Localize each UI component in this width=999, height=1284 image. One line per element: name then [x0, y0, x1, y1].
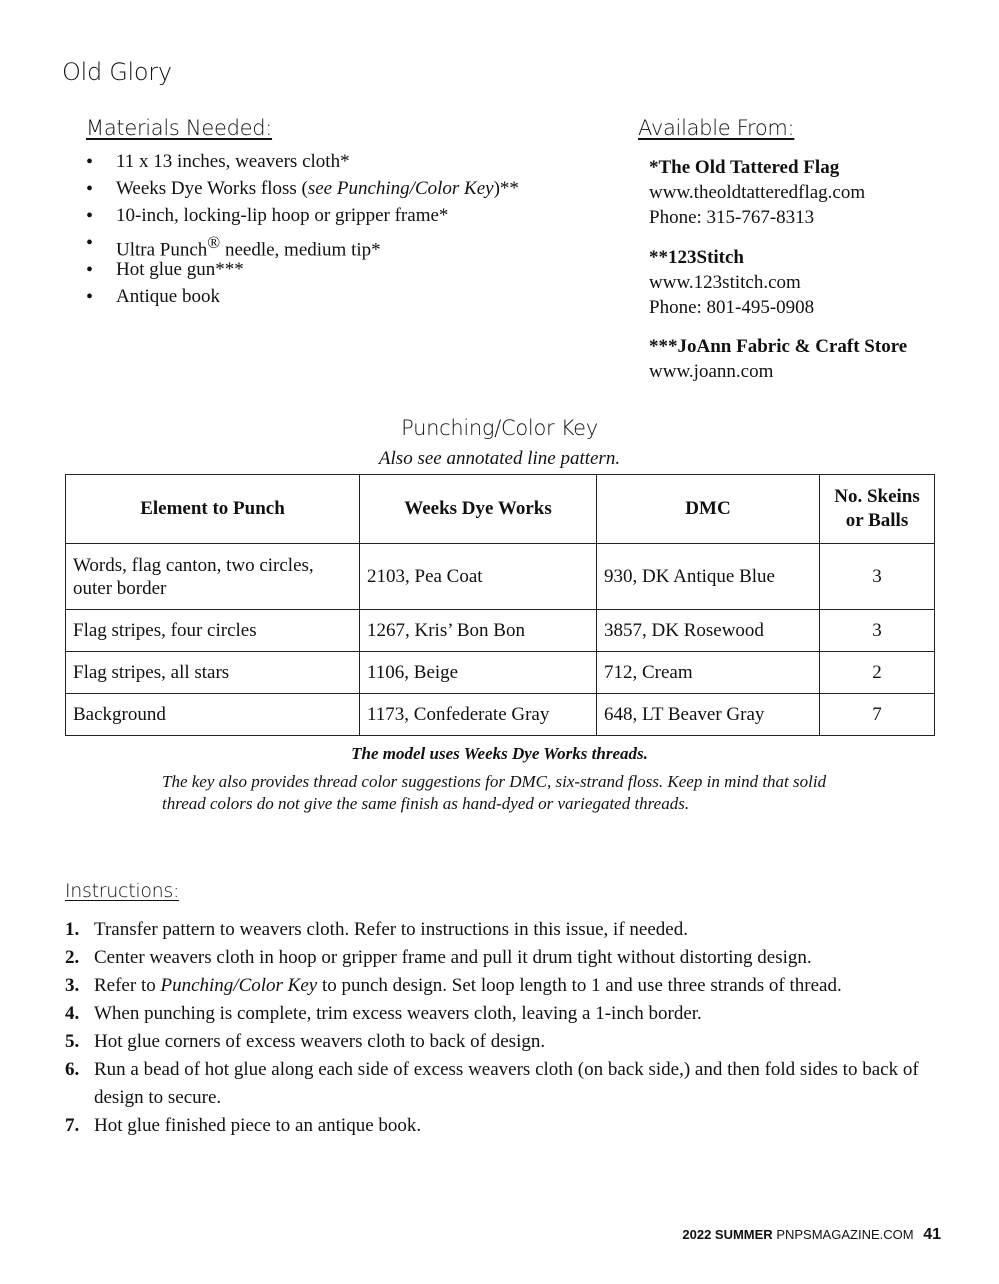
- list-item: • Antique book: [86, 285, 519, 312]
- list-item: 3. Refer to Punching/Color Key to punch design. Set loop length to 1 and use three strands of thread.: [65, 975, 842, 996]
- page-title: Old Glory: [62, 58, 172, 86]
- supplier-block: [649, 334, 907, 384]
- table-cell: 2: [820, 652, 935, 694]
- table-cell: 3: [820, 610, 935, 652]
- table-row: [66, 694, 935, 736]
- list-item: • 10-inch, locking-lip hoop or gripper frame*: [86, 204, 519, 231]
- list-item: 1. Transfer pattern to weavers cloth. Refer to instructions in this issue, if needed.: [65, 919, 688, 940]
- table-cell: 1106, Beige: [360, 652, 597, 694]
- column-header: Element to Punch: [66, 475, 360, 544]
- table-cell: Flag stripes, all stars: [66, 652, 360, 694]
- key-subheading: Also see annotated line pattern.: [378, 448, 621, 469]
- table-cell: 2103, Pea Coat: [360, 544, 597, 610]
- column-header: DMC: [597, 475, 820, 544]
- column-header: No. Skeins or Balls: [820, 475, 935, 544]
- supplier-name: ***JoAnn Fabric & Craft Store: [649, 336, 908, 357]
- supplier-name: *The Old Tattered Flag: [649, 157, 840, 178]
- issue-season: 2022 SUMMER: [682, 1227, 773, 1242]
- list-item: 7. Hot glue finished piece to an antique book.: [65, 1115, 422, 1136]
- list-item: 4. When punching is complete, trim excess weavers cloth, leaving a 1-inch border.: [65, 1003, 702, 1024]
- instructions-list: [65, 916, 955, 1140]
- model-note: The model uses Weeks Dye Works threads.: [351, 744, 648, 763]
- table-row: [66, 652, 935, 694]
- supplier-block: [649, 245, 814, 320]
- table-cell: 1267, Kris’ Bon Bon: [360, 610, 597, 652]
- table-cell: 3: [820, 544, 935, 610]
- magazine-website: PNPSMAGAZINE.COM: [776, 1227, 914, 1242]
- list-item: • Ultra Punch® needle, medium tip*: [86, 231, 519, 258]
- list-item: 5. Hot glue corners of excess weavers cloth to back of design.: [65, 1031, 546, 1052]
- table-cell: 648, LT Beaver Gray: [597, 694, 820, 736]
- supplier-website: www.theoldtatteredflag.com: [649, 182, 866, 203]
- table-cell: 1173, Confederate Gray: [360, 694, 597, 736]
- table-cell: 930, DK Antique Blue: [597, 544, 820, 610]
- materials-heading: Materials Needed:: [86, 116, 273, 140]
- list-item: • Hot glue gun***: [86, 258, 519, 285]
- table-cell: 3857, DK Rosewood: [597, 610, 820, 652]
- list-item: 6. Run a bead of hot glue along each side of excess weavers cloth (on back side,) and then fold sides to back of design to secure.: [65, 1059, 919, 1108]
- supplier-block: [649, 155, 865, 230]
- table-cell: Background: [66, 694, 360, 736]
- table-row: [66, 610, 935, 652]
- color-key-table: [65, 474, 935, 736]
- page-number: 41: [923, 1226, 941, 1243]
- table-cell: 7: [820, 694, 935, 736]
- supplier-phone: Phone: 801-495-0908: [649, 297, 815, 318]
- table-header-row: [66, 475, 935, 544]
- table-cell: 712, Cream: [597, 652, 820, 694]
- table-row: [66, 544, 935, 610]
- supplier-phone: Phone: 315-767-8313: [649, 207, 815, 228]
- table-cell: Words, flag canton, two circles, outer border: [66, 544, 360, 610]
- table-cell: Flag stripes, four circles: [66, 610, 360, 652]
- available-heading: Available From:: [638, 116, 795, 140]
- list-item: • Weeks Dye Works floss (see Punching/Color Key)**: [86, 177, 519, 204]
- key-heading: Punching/Color Key: [401, 416, 598, 440]
- instructions-heading: Instructions:: [65, 880, 180, 902]
- page-footer: [682, 1226, 941, 1244]
- list-item: 2. Center weavers cloth in hoop or gripper frame and pull it drum tight without distorting design.: [65, 947, 812, 968]
- list-item: • 11 x 13 inches, weavers cloth*: [86, 150, 519, 177]
- supplier-name: **123Stitch: [649, 247, 744, 268]
- supplier-website: www.123stitch.com: [649, 272, 801, 293]
- materials-list: [86, 150, 519, 312]
- key-note: The key also provides thread color suggestions for DMC, six-strand floss. Keep in mind that solid thread colors do not give the same finish as hand-dyed or variegated threads.: [162, 772, 827, 813]
- supplier-website: www.joann.com: [649, 361, 774, 382]
- column-header: Weeks Dye Works: [360, 475, 597, 544]
